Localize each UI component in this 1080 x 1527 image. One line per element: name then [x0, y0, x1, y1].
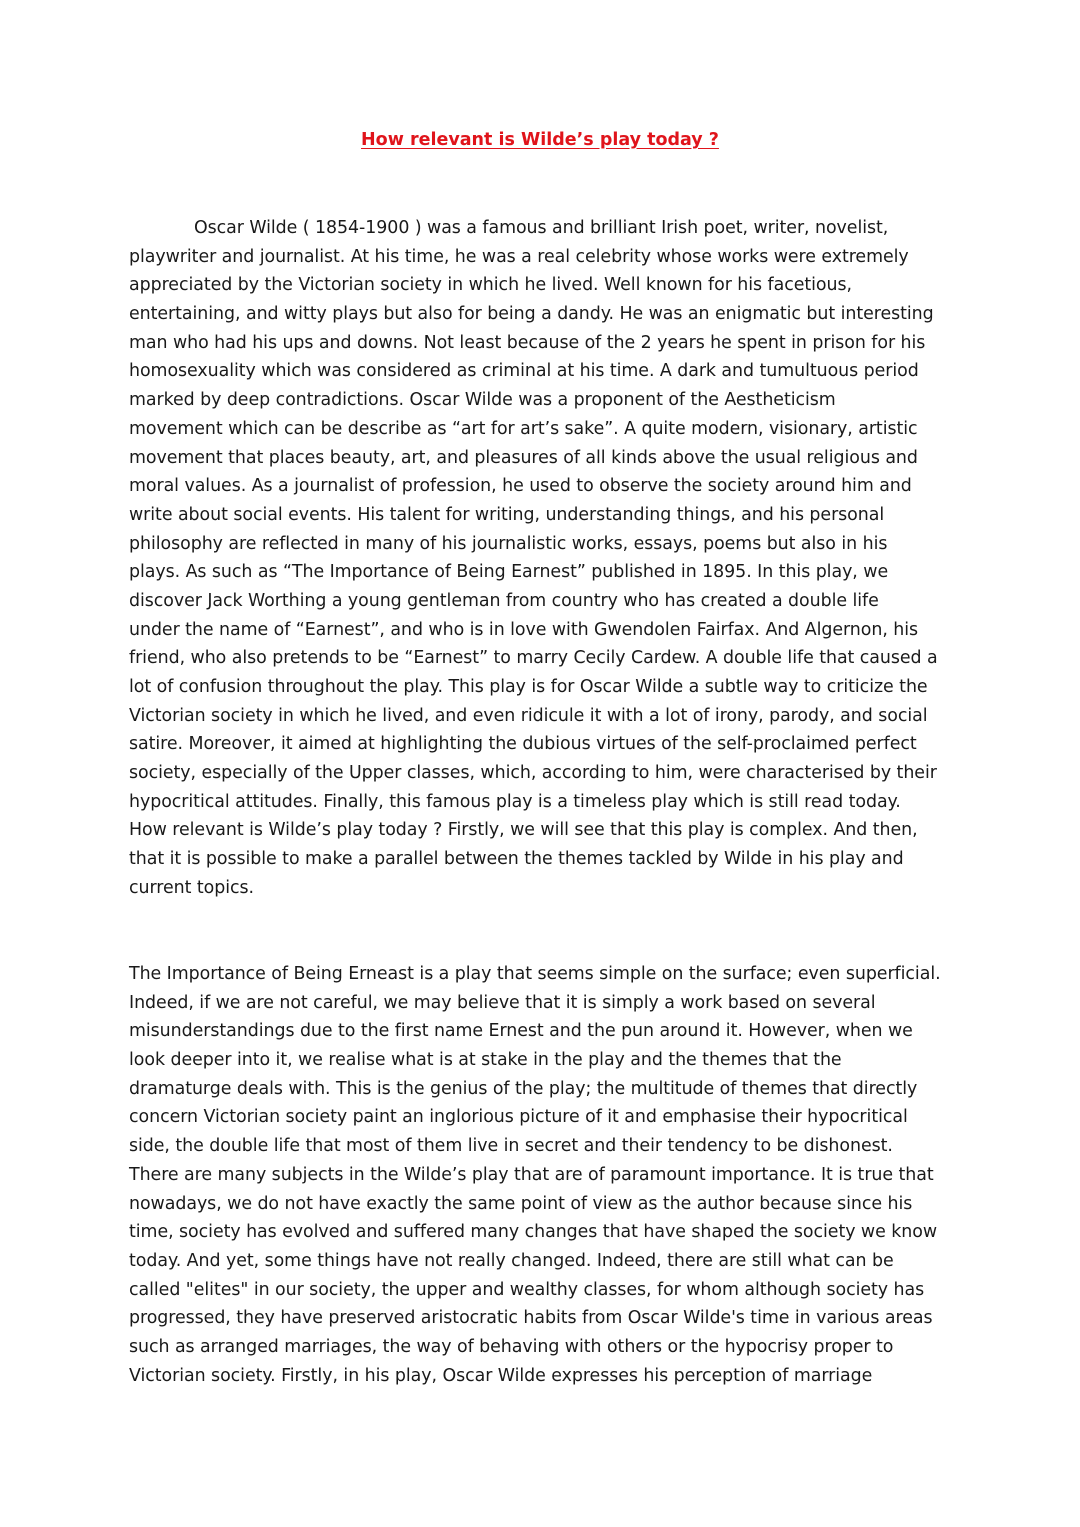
paragraph-line: There are many subjects in the Wilde’s play that are of paramount importance. It is true that: [129, 1164, 934, 1185]
paragraph-line: today. And yet, some things have not really changed. Indeed, there are still what can be: [129, 1250, 894, 1271]
paragraph-line: write about social events. His talent for writing, understanding things, and his personal: [129, 504, 885, 525]
paragraph-line: society, especially of the Upper classes, which, according to him, were characterised by their: [129, 763, 937, 784]
paragraph-line: discover Jack Worthing a young gentleman from country who has created a double life: [129, 590, 879, 611]
paragraph-line: entertaining, and witty plays but also for being a dandy. He was an enigmatic but interesting: [129, 304, 934, 325]
paragraph-line: playwriter and journalist. At his time, he was a real celebrity whose works were extremely: [129, 246, 909, 267]
paragraph-line: lot of confusion throughout the play. This play is for Oscar Wilde a subtle way to criticize the: [129, 677, 928, 697]
paragraph-line: Victorian society. Firstly, in his play, Oscar Wilde expresses his perception of marriage: [129, 1365, 873, 1386]
paragraph-line: marked by deep contradictions. Oscar Wilde was a proponent of the Aestheticism: [129, 390, 836, 411]
paragraph-line: How relevant is Wilde’s play today ? Firstly, we will see that this play is complex. And then,: [129, 820, 918, 841]
paragraph-line: man who had his ups and downs. Not least because of the 2 years he spent in prison for his: [129, 332, 926, 353]
paragraph-line: appreciated by the Victorian society in which he lived. Well known for his facetious,: [129, 275, 852, 296]
paragraph-line: movement that places beauty, art, and pleasures of all kinds above the usual religious and: [129, 447, 918, 468]
paragraph-line: hypocritical attitudes. Finally, this famous play is a timeless play which is still read today.: [129, 791, 901, 812]
paragraph-line: misunderstandings due to the first name Ernest and the pun around it. However, when we: [129, 1021, 913, 1042]
paragraph-body: [129, 960, 949, 1390]
paragraph-line: Oscar Wilde ( 1854-1900 ) was a famous and brilliant Irish poet, writer, novelist,: [194, 218, 889, 238]
paragraph-line: satire. Moreover, it aimed at highlighting the dubious virtues of the self-proclaimed perfect: [129, 734, 917, 755]
paragraph-line: philosophy are reflected in many of his journalistic works, essays, poems but also in his: [129, 533, 888, 554]
paragraph-line: dramaturge deals with. This is the genius of the play; the multitude of themes that directly: [129, 1078, 918, 1099]
paragraph-line: Indeed, if we are not careful, we may believe that it is simply a work based on several: [129, 992, 876, 1013]
paragraph-line: The Importance of Being Erneast is a play that seems simple on the surface; even superficial.: [129, 964, 941, 984]
paragraph-line: time, society has evolved and suffered many changes that have shaped the society we know: [129, 1222, 937, 1243]
paragraph-line: current topics.: [129, 877, 254, 898]
paragraph-line: plays. As such as “The Importance of Being Earnest” published in 1895. In this play, we: [129, 562, 889, 583]
paragraph-line: concern Victorian society paint an inglorious picture of it and emphasise their hypocritical: [129, 1107, 908, 1128]
paragraph-line: such as arranged marriages, the way of behaving with others or the hypocrisy proper to: [129, 1336, 894, 1357]
paragraph-line: nowadays, we do not have exactly the same point of view as the author because since his: [129, 1193, 913, 1214]
paragraph-line: called "elites" in our society, the upper and wealthy classes, for whom although society has: [129, 1279, 925, 1300]
paragraph-line: movement which can be describe as “art for art’s sake”. A quite modern, visionary, artistic: [129, 418, 918, 439]
paragraph-line: Victorian society in which he lived, and even ridicule it with a lot of irony, parody, and social: [129, 705, 928, 726]
paragraph-line: look deeper into it, we realise what is at stake in the play and the themes that the: [129, 1050, 842, 1071]
paragraph-line: friend, who also pretends to be “Earnest” to marry Cecily Cardew. A double life that caused a: [129, 648, 938, 669]
paragraph-line: moral values. As a journalist of profession, he used to observe the society around him and: [129, 476, 912, 497]
paragraph-line: side, the double life that most of them live in secret and their tendency to be dishonest.: [129, 1136, 893, 1157]
paragraph-introduction: [129, 214, 949, 903]
page-title: How relevant is Wilde’s play today ?: [361, 130, 719, 150]
paragraph-line: that it is possible to make a parallel between the themes tackled by Wilde in his play and: [129, 849, 904, 870]
paragraph-line: under the name of “Earnest”, and who is in love with Gwendolen Fairfax. And Algernon, his: [129, 619, 919, 640]
paragraph-line: progressed, they have preserved aristocratic habits from Oscar Wilde's time in various areas: [129, 1308, 933, 1329]
paragraph-line: homosexuality which was considered as criminal at his time. A dark and tumultuous period: [129, 361, 919, 382]
